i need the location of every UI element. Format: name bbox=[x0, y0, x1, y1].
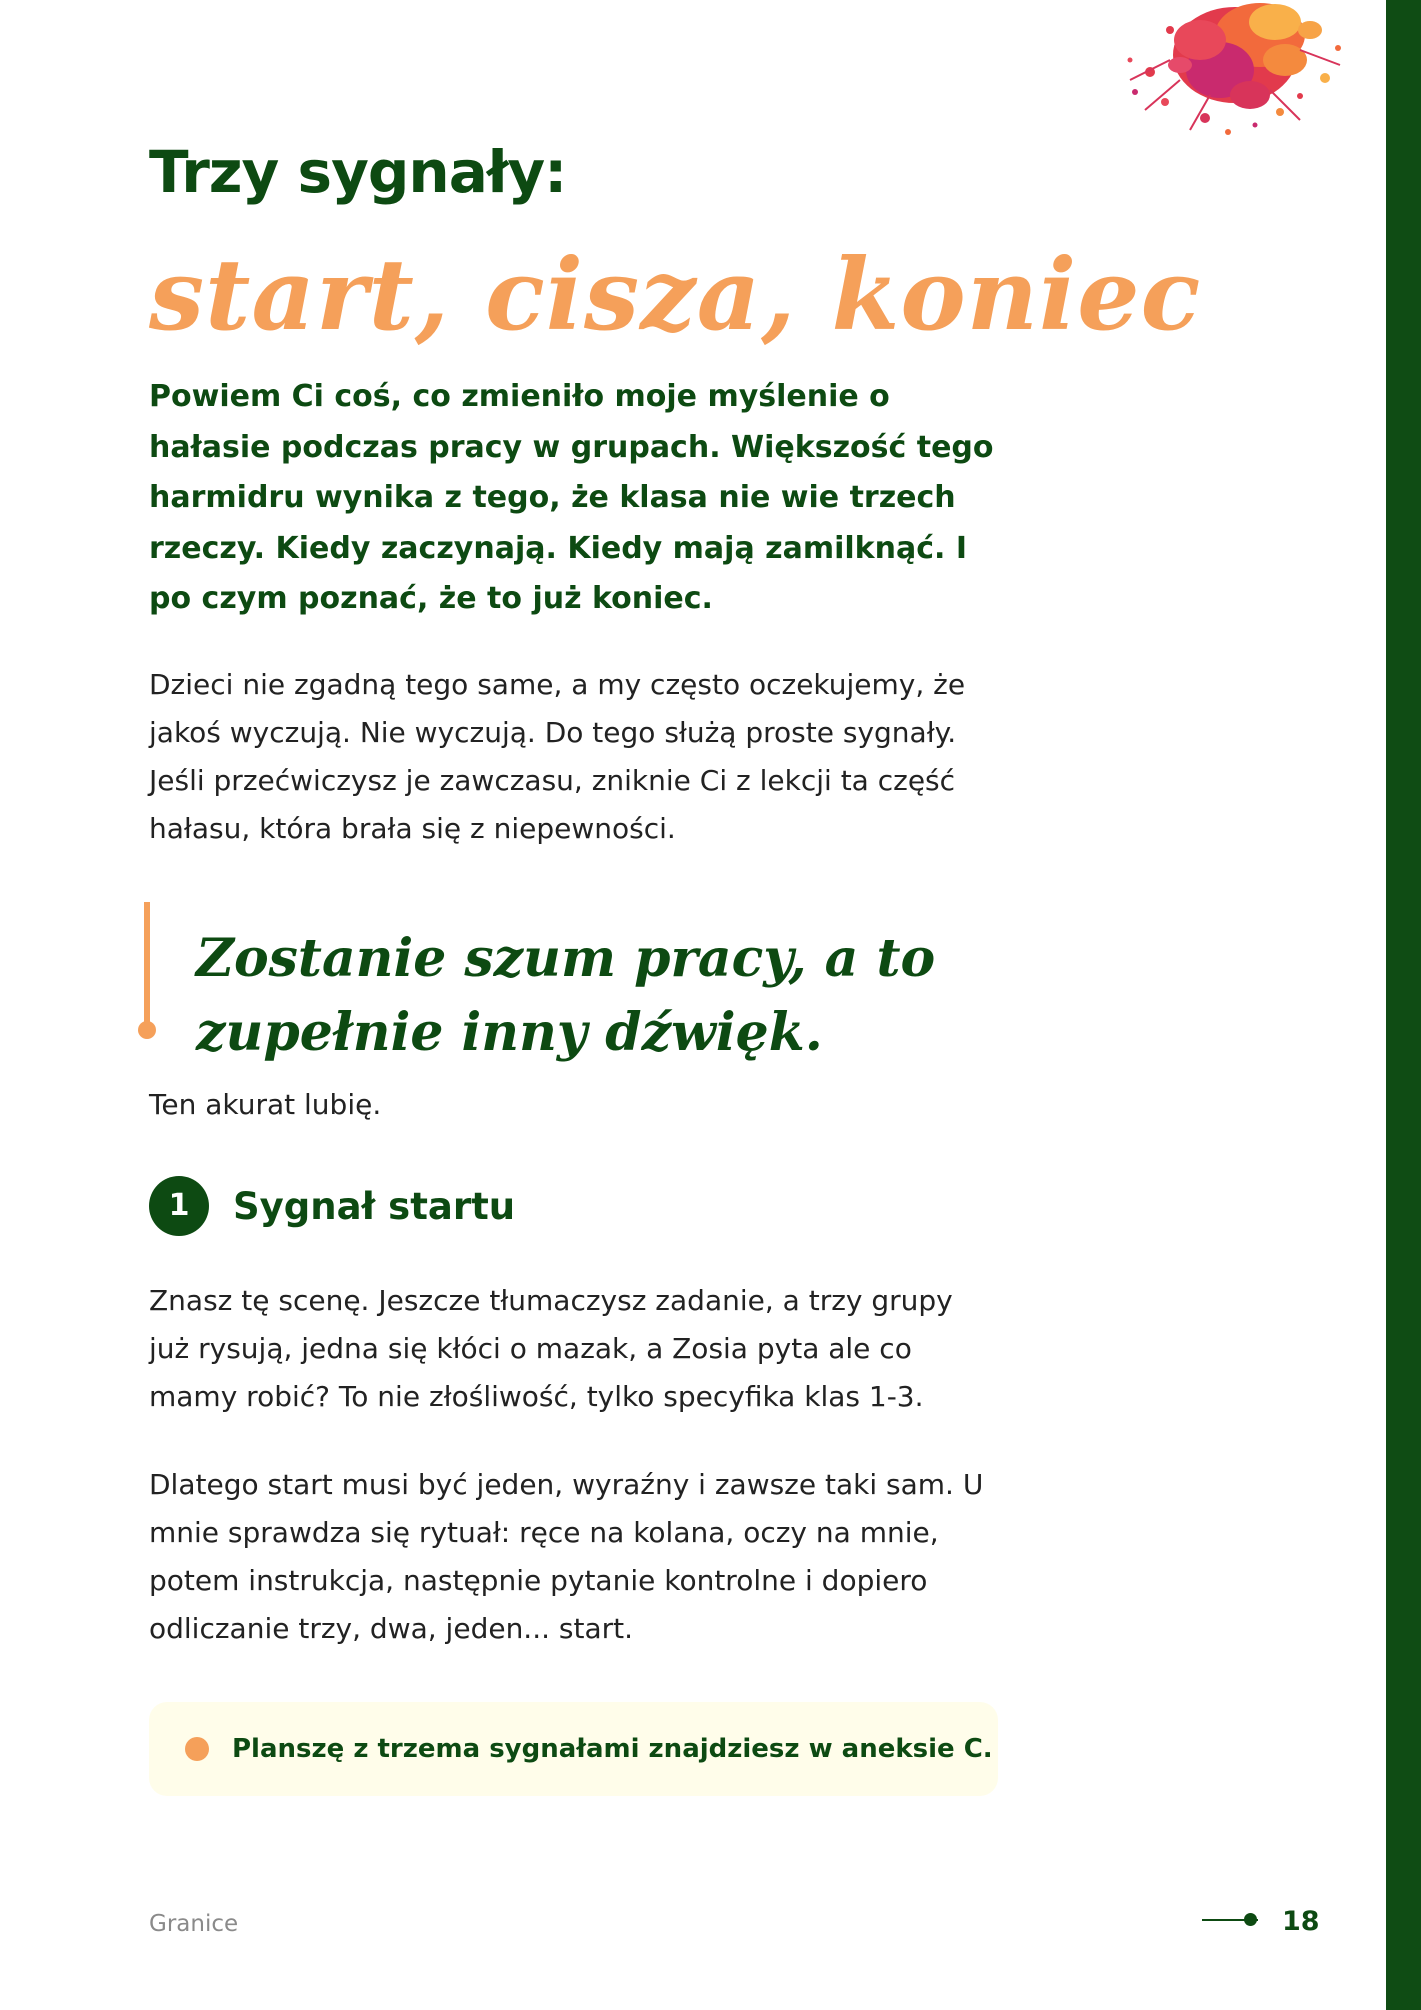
body-paragraph-3: Dlatego start musi być jeden, wyraźny i zawsze taki sam. U mnie sprawdza się rytuał: ręce na kolana, oczy na mnie, potem instrukcja, następnie pytanie kontrolne i dopiero odliczanie trzy, dwa, jeden... start. bbox=[149, 1468, 984, 1645]
footer-arrow-dot-icon bbox=[1244, 1913, 1257, 1926]
page-title: Trzy sygnały: bbox=[149, 138, 567, 206]
paint-splash-decoration bbox=[1110, 0, 1350, 145]
after-quote-text: Ten akurat lubię. bbox=[149, 1088, 382, 1121]
section-number-badge: 1 bbox=[149, 1176, 209, 1236]
quote-accent-dot bbox=[138, 1021, 156, 1039]
page-number: 18 bbox=[1282, 1906, 1320, 1937]
body-paragraph-1: Dzieci nie zgadną tego same, a my często oczekujemy, że jakoś wyczują. Nie wyczują. Do tego służą proste sygnały. Jeśli przećwiczysz je zawczasu, zniknie Ci z lekcji ta część hałasu, która brała się z niepewności. bbox=[149, 668, 966, 845]
footer-section-label: Granice bbox=[149, 1911, 239, 1937]
note-box bbox=[149, 1702, 998, 1796]
page-side-bar bbox=[1386, 0, 1421, 2010]
pull-quote: Zostanie szum pracy, a to zupełnie inny dźwięk. bbox=[196, 928, 936, 1063]
page-subtitle: start, cisza, koniec bbox=[149, 238, 1202, 353]
quote-accent-bar bbox=[144, 902, 150, 1032]
note-bullet-icon bbox=[185, 1737, 209, 1761]
section-title: Sygnał startu bbox=[233, 1185, 516, 1228]
note-text: Planszę z trzema sygnałami znajdziesz w aneksie C. bbox=[232, 1734, 993, 1764]
lead-paragraph: Powiem Ci coś, co zmieniło moje myślenie o hałasie podczas pracy w grupach. Większość tego harmidru wynika z tego, że klasa nie wie trzech rzeczy. Kiedy zaczynają. Kiedy mają zamilknąć. I po czym poznać, że to już koniec. bbox=[149, 379, 994, 616]
body-paragraph-2: Znasz tę scenę. Jeszcze tłumaczysz zadanie, a trzy grupy już rysują, jedna się kłóci o mazak, a Zosia pyta ale co mamy robić? To nie złośliwość, tylko specyfika klas 1-3. bbox=[149, 1284, 953, 1413]
